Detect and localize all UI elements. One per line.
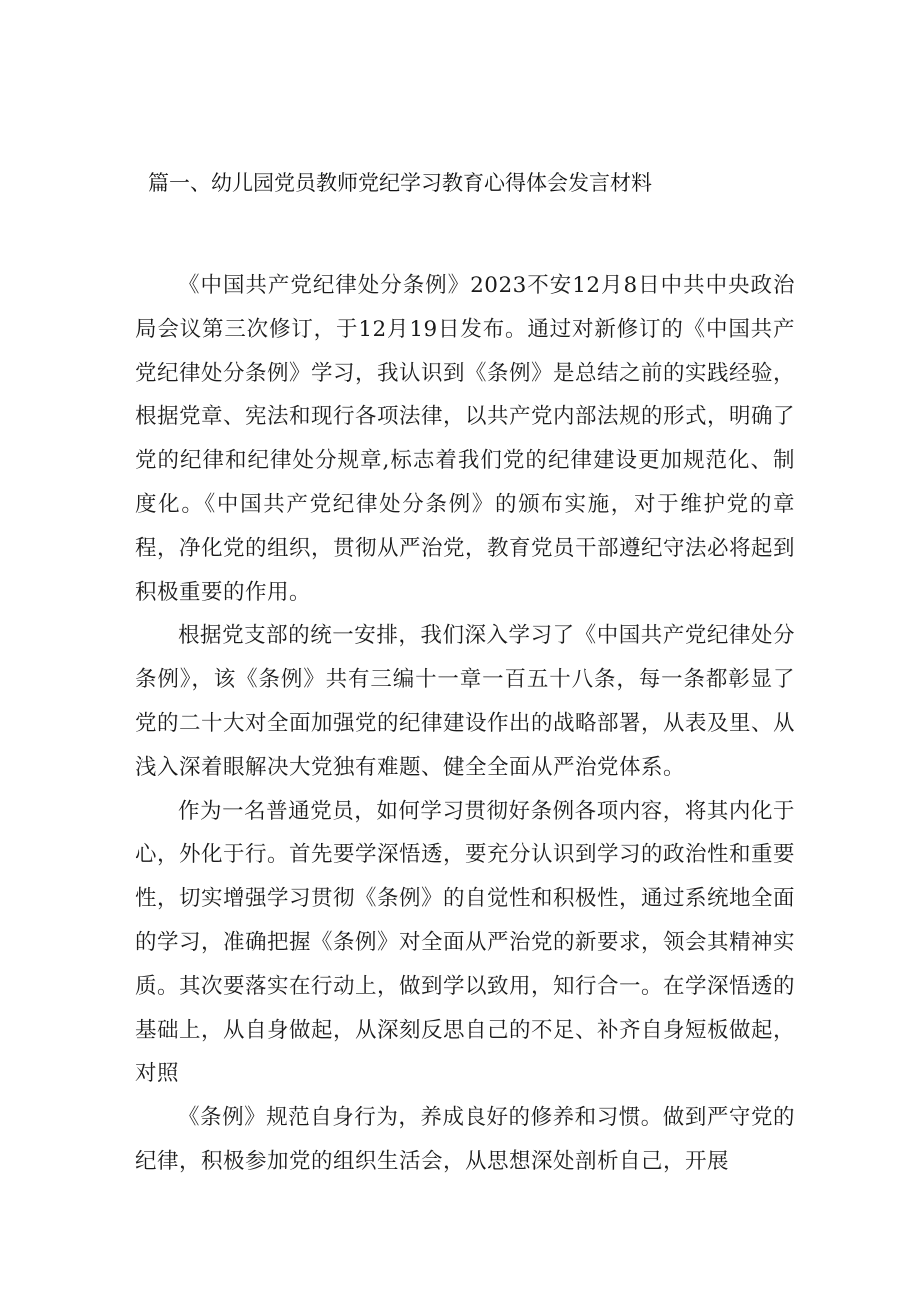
paragraph-4: 《条例》规范自身行为，养成良好的修养和习惯。做到严守党的纪律，积极参加党的组织生活会，从思想深处剖析自己，开展	[135, 1105, 795, 1174]
document-body	[135, 264, 795, 1184]
paragraph-2: 根据党支部的统一安排，我们深入学习了《中国共产党纪律处分条例》，该《条例》共有三编十一章一百五十八条，每一条都彰显了党的二十大对全面加强党的纪律建设作出的战略部署，从表及里、从浅入深着眼解决大党独有难题、健全全面从严治党体系。	[135, 623, 796, 780]
paragraph-3: 作为一名普通党员，如何学习贯彻好条例各项内容，将其内化于心，外化于行。首先要学深悟透，要充分认识到学习的政治性和重要性，切实增强学习贯彻《条例》的自觉性和积极性，通过系统地全面的学习，准确把握《条例》对全面从严治党的新要求，领会其精神实质。其次要落实在行动上，做到学以致用，知行合一。在学深悟透的基础上，从自身做起，从深刻反思自己的不足、补齐自身短板做起，对照	[135, 798, 796, 1087]
document-title: 篇一、幼儿园党员教师党纪学习教育心得体会发言材料	[148, 171, 652, 195]
paragraph-1: 《中国共产党纪律处分条例》2023不安12月8日中共中央政治局会议第三次修订，于12月19日发布。通过对新修订的《中国共产党纪律处分条例》学习，我认识到《条例》是总结之前的实践经验，根据党章、宪法和现行各项法律，以共产党内部法规的形式，明确了党的纪律和纪律处分规章,标志着我们党的纪律建设更加规范化、制度化。《中国共产党纪律处分条例》的颁布实施，对于维护党的章程，净化党的组织，贯彻从严治党，教育党员干部遵纪守法必将起到积极重要的作用。	[135, 273, 796, 605]
